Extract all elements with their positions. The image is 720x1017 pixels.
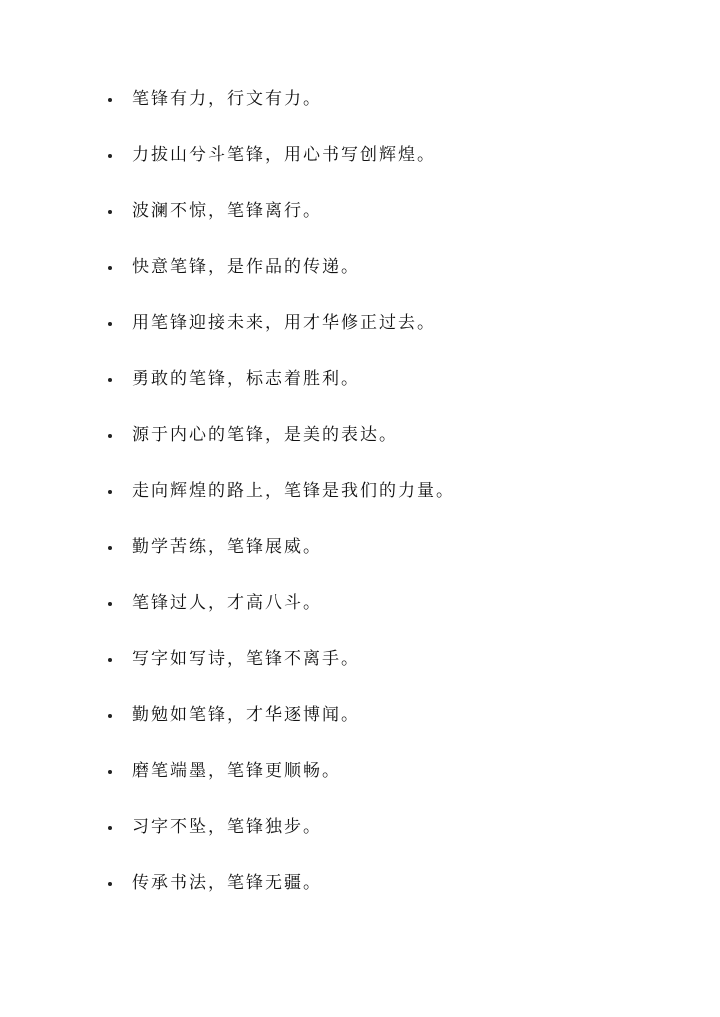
bullet-icon [108, 882, 112, 886]
list-item [108, 702, 668, 758]
list-item-text: 写字如写诗，笔锋不离手。 [132, 649, 360, 669]
bullet-icon [108, 658, 112, 662]
bullet-icon [108, 602, 112, 606]
list-item-text: 传承书法，笔锋无疆。 [132, 873, 322, 893]
list-item-text: 磨笔端墨，笔锋更顺畅。 [132, 761, 341, 781]
bullet-list [108, 86, 668, 926]
list-item-text: 勇敢的笔锋，标志着胜利。 [132, 369, 360, 389]
list-item-text: 勤学苦练，笔锋展威。 [132, 537, 322, 557]
bullet-icon [108, 98, 112, 102]
bullet-icon [108, 322, 112, 326]
bullet-icon [108, 490, 112, 494]
list-item-text: 波澜不惊，笔锋离行。 [132, 201, 322, 221]
list-item-text: 快意笔锋，是作品的传递。 [132, 257, 360, 277]
bullet-icon [108, 546, 112, 550]
list-item-text: 用笔锋迎接未来，用才华修正过去。 [132, 313, 436, 333]
list-item [108, 870, 668, 926]
list-item [108, 310, 668, 366]
list-item [108, 590, 668, 646]
list-item-text: 勤勉如笔锋，才华逐博闻。 [132, 705, 360, 725]
bullet-icon [108, 770, 112, 774]
list-item [108, 142, 668, 198]
bullet-icon [108, 266, 112, 270]
bullet-icon [108, 210, 112, 214]
bullet-icon [108, 378, 112, 382]
list-item-text: 笔锋有力，行文有力。 [132, 89, 322, 109]
bullet-icon [108, 826, 112, 830]
list-item [108, 254, 668, 310]
list-item [108, 198, 668, 254]
list-item [108, 366, 668, 422]
bullet-icon [108, 154, 112, 158]
list-item-text: 笔锋过人，才高八斗。 [132, 593, 322, 613]
list-item [108, 814, 668, 870]
list-item [108, 478, 668, 534]
list-item [108, 534, 668, 590]
bullet-icon [108, 434, 112, 438]
list-item-text: 习字不坠，笔锋独步。 [132, 817, 322, 837]
list-item [108, 86, 668, 142]
list-item-text: 走向辉煌的路上，笔锋是我们的力量。 [132, 481, 455, 501]
list-item-text: 源于内心的笔锋，是美的表达。 [132, 425, 398, 445]
list-item [108, 758, 668, 814]
list-item [108, 646, 668, 702]
list-item [108, 422, 668, 478]
bullet-icon [108, 714, 112, 718]
list-item-text: 力拔山兮斗笔锋，用心书写创辉煌。 [132, 145, 436, 165]
